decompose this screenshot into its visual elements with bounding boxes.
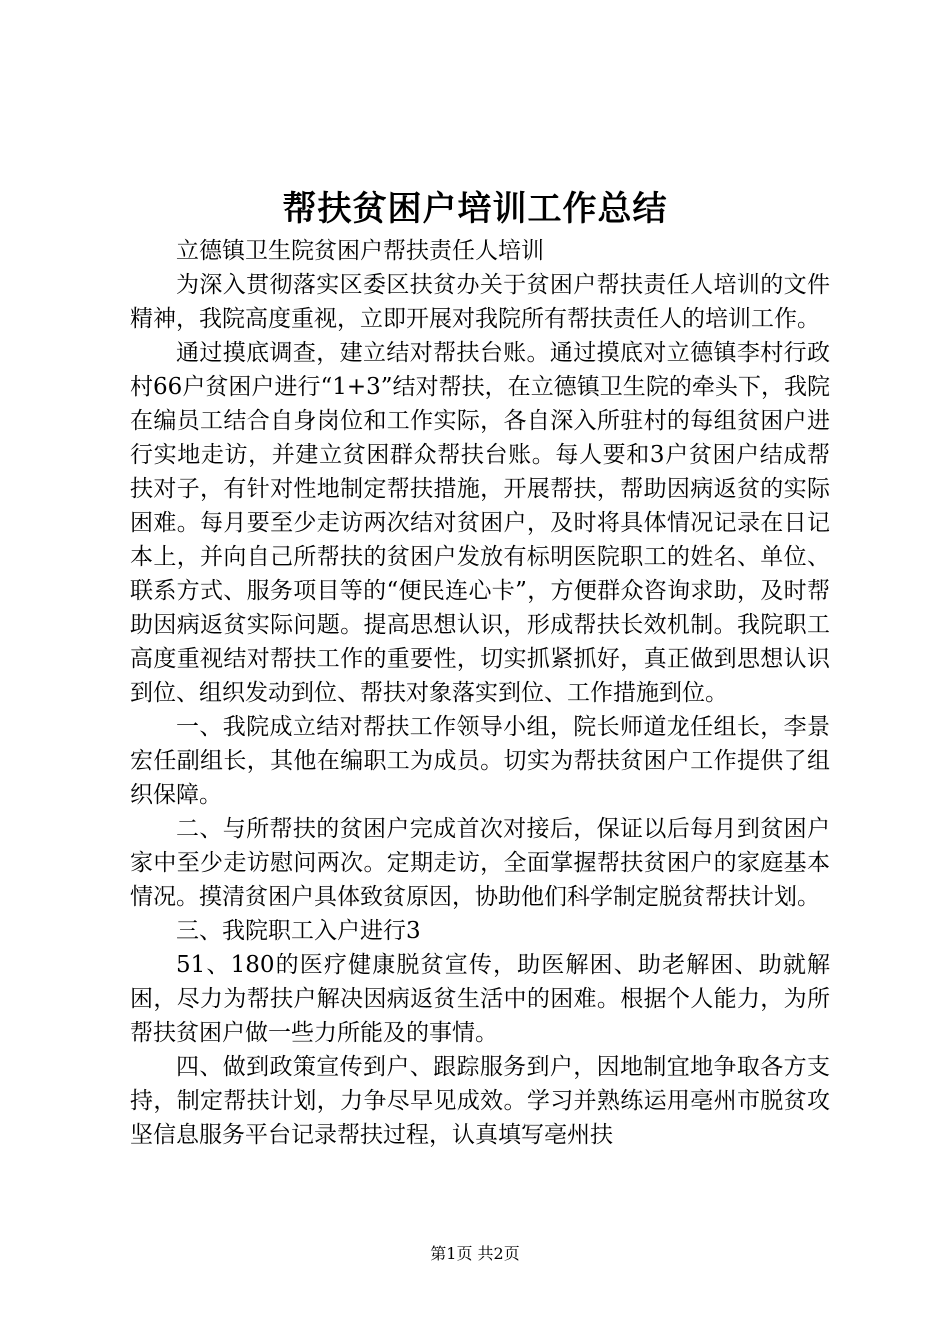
paragraph: 为深入贯彻落实区委区扶贫办关于贫困户帮扶责任人培训的文件精神，我院高度重视，立即开展对我院所有帮扶责任人的培训工作。 (130, 272, 830, 332)
paragraph: 立德镇卫生院贫困户帮扶责任人培训 (176, 238, 544, 264)
document-title: 帮扶贫困户培训工作总结 (282, 189, 668, 229)
paragraph: 四、做到政策宣传到户、跟踪服务到户，因地制宜地争取各方支持，制定帮扶计划，力争尽早见成效。学习并熟练运用亳州市脱贫攻坚信息服务平台记录帮扶过程，认真填写亳州扶 (130, 1054, 830, 1148)
paragraph: 二、与所帮扶的贫困户完成首次对接后，保证以后每月到贫困户家中至少走访慰问两次。定期走访，全面掌握帮扶贫困户的家庭基本情况。摸清贫困户具体致贫原因，协助他们科学制定脱贫帮扶计划。 (130, 816, 830, 910)
paragraph: 通过摸底调查，建立结对帮扶台账。通过摸底对立德镇李村行政村66户贫困户进行“1+3”结对帮扶，在立德镇卫生院的牵头下，我院在编员工结合自身岗位和工作实际，各自深入所驻村的每组贫困户进行实地走访，并建立贫困群众帮扶台账。每人要和3户贫困户结成帮扶对子，有针对性地制定帮扶措施，开展帮扶，帮助因病返贫的实际困难。每月要至少走访两次结对贫困户，及时将具体情况记录在日记本上，并向自己所帮扶的贫困户发放有标明医院职工的姓名、单位、联系方式、服务项目等的“便民连心卡”，方便群众咨询求助，及时帮助因病返贫实际问题。提高思想认识，形成帮扶长效机制。我院职工高度重视结对帮扶工作的重要性，切实抓紧抓好，真正做到思想认识到位、组织发动到位、帮扶对象落实到位、工作措施到位。 (130, 340, 830, 706)
page-footer: 第1页 共2页 (430, 1244, 520, 1263)
paragraph: 51、180的医疗健康脱贫宣传，助医解困、助老解困、助就解困，尽力为帮扶户解决因病返贫生活中的困难。根据个人能力，为所帮扶贫困户做一些力所能及的事情。 (130, 952, 830, 1046)
paragraph: 一、我院成立结对帮扶工作领导小组，院长师道龙任组长，李景宏任副组长，其他在编职工为成员。切实为帮扶贫困户工作提供了组织保障。 (130, 714, 830, 808)
paragraph: 三、我院职工入户进行3 (176, 918, 421, 944)
document-body (130, 234, 830, 1152)
